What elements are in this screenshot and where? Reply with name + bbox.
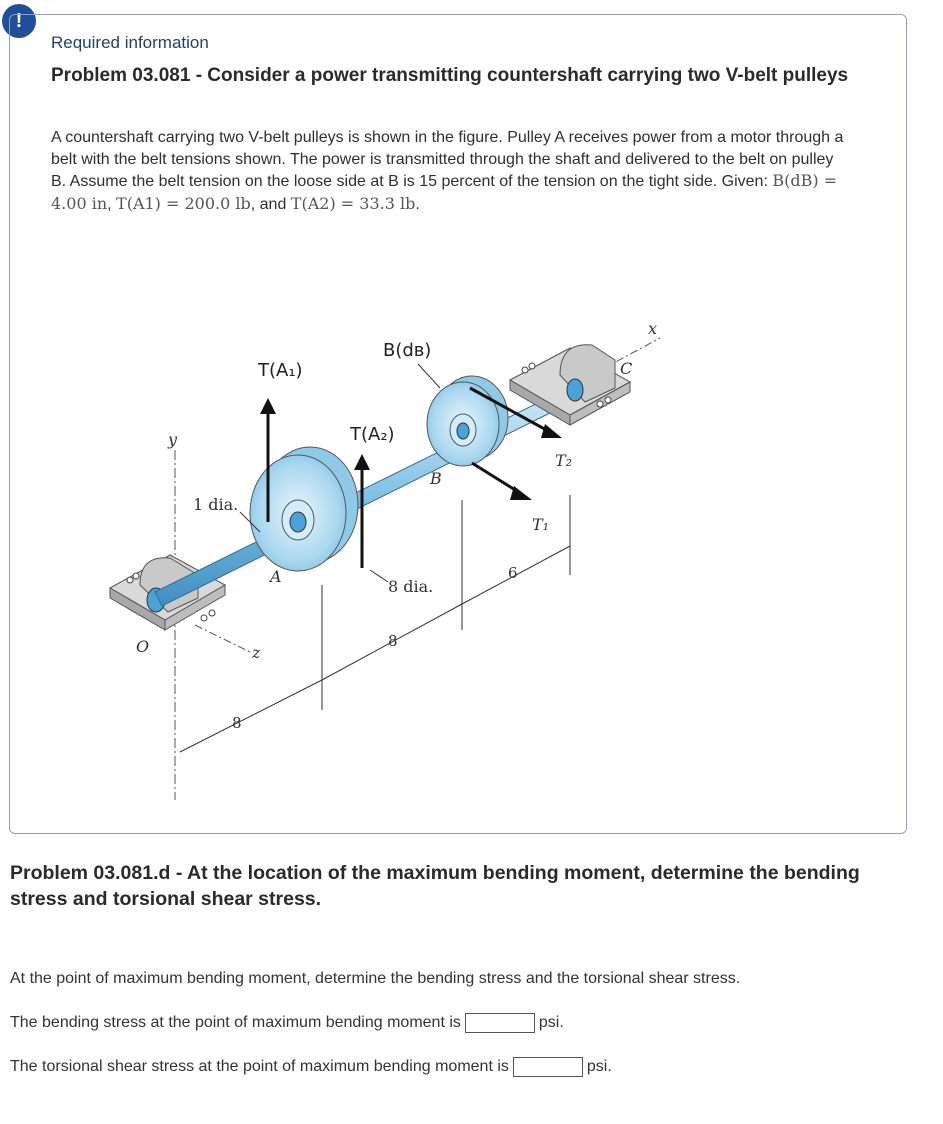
pulley-B-diameter-label: B(dʙ) xyxy=(383,340,432,361)
pulley-A xyxy=(250,447,358,571)
problem-title: Problem 03.081 - Consider a power transmitting countershaft carrying two V-belt pulleys xyxy=(51,65,849,86)
given-and: , and xyxy=(250,195,287,213)
required-info-heading: Required information xyxy=(51,33,209,52)
problem-description: A countershaft carrying two V-belt pulleys is shown in the figure. Pulley A receives power from a motor through a belt with the belt tensions shown. The power is transmitted through the shaft and delivered to the belt on pulley B. Assume the belt tension on the loose side at B is 15 percent of the tension on the tight side. Given: B(dB) = 4.00 in, T(A1) = 200.0 lb, and T(A2) = 33.3 lb. xyxy=(51,129,844,213)
pulley-B xyxy=(427,376,508,466)
bearing-C-label: C xyxy=(620,359,633,378)
x-axis-label: x xyxy=(648,319,658,338)
subproblem-prompt: At the point of maximum bending moment, determine the bending stress and the torsional shear stress. xyxy=(10,970,741,987)
pulley-B-label: B xyxy=(430,469,442,488)
force-T2-label: T₂ xyxy=(555,451,573,470)
origin-label: O xyxy=(136,637,150,656)
given-dB: B(dB) = 4.00 in xyxy=(51,171,838,213)
shaft-diameter-label: 1 dia. xyxy=(193,495,239,514)
force-TA2-label: T(A₂) xyxy=(350,424,395,445)
force-TA1-label: T(A₁) xyxy=(258,360,303,381)
z-axis xyxy=(195,625,250,652)
dimension-6: 6 xyxy=(508,564,518,582)
bending-stress-label: The bending stress at the point of maximum bending moment is xyxy=(10,1014,461,1031)
subproblem-title: Problem 03.081.d - At the location of the maximum bending moment, determine the bending stress and torsional shear stress. xyxy=(10,862,860,910)
y-axis-label: y xyxy=(168,430,178,449)
torsional-stress-unit: psi. xyxy=(586,1058,612,1075)
dimension-8-a: 8 xyxy=(232,714,242,732)
given-TA1: T(A1) = 200.0 lb xyxy=(116,193,251,213)
countershaft-figure xyxy=(100,300,700,800)
force-T1-label: T₁ xyxy=(532,515,550,534)
period: . xyxy=(415,195,420,213)
alert-icon: ! xyxy=(2,4,36,38)
bending-stress-unit: psi. xyxy=(538,1014,564,1031)
torsional-stress-row xyxy=(10,1057,612,1077)
pulley-A-label: A xyxy=(270,567,282,586)
torsional-stress-input[interactable] xyxy=(513,1057,583,1077)
torsional-stress-label: The torsional shear stress at the point of maximum bending moment is xyxy=(10,1058,509,1075)
bending-stress-input[interactable] xyxy=(465,1013,535,1033)
dimension-8-b: 8 xyxy=(388,632,398,650)
given-TA2: T(A2) = 33.3 lb xyxy=(290,193,416,213)
description-text: A countershaft carrying two V-belt pulleys is shown in the figure. Pulley A receives power from a motor through a belt with the belt tensions shown. The power is transmitted through the shaft and delivered to the belt on pulley B. Assume the belt tension on the loose side at B is 15 percent of the tension on the tight side. Given: xyxy=(51,129,844,190)
force-T1-arrow xyxy=(472,463,520,493)
z-axis-label: z xyxy=(252,643,261,662)
bending-stress-row xyxy=(10,1013,564,1033)
pulley-A-diameter-label: 8 dia. xyxy=(388,577,434,596)
